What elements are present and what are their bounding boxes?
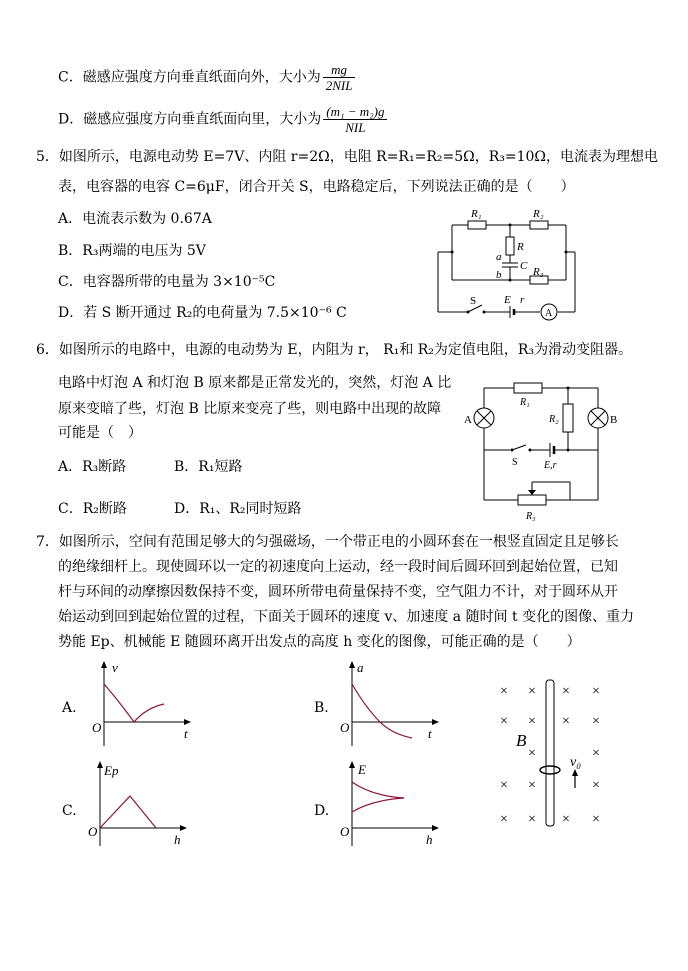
y-label: E: [358, 762, 366, 777]
graph-d-label: D.: [314, 803, 330, 819]
q5-circuit-diagram: [430, 200, 580, 328]
q7-stem-line5: 势能 Ep、机械能 E 随圆环离开出发点的高度 h 变化的图像，可能正确的是（ ）: [58, 634, 581, 650]
label-b: b: [496, 269, 502, 281]
graph-c-label: C.: [62, 803, 77, 819]
field-cross: ×: [528, 778, 536, 793]
resistor-r3: [518, 495, 546, 505]
switch-s: [512, 445, 526, 450]
field-cross: ×: [592, 746, 600, 761]
field-cross: ×: [562, 684, 570, 699]
resistor-r1: [514, 383, 542, 393]
resistor-r: [506, 237, 514, 255]
label-internal-r: r: [520, 294, 525, 306]
resistor-r1: [468, 221, 486, 229]
slider-arrow: [528, 490, 536, 495]
field-cross: ×: [528, 684, 536, 699]
label-v0: v₀: [570, 755, 582, 770]
field-cross: ×: [562, 714, 570, 729]
resistor-r2: [563, 404, 573, 432]
label-c: C: [520, 260, 528, 272]
label-lamp-a: A: [464, 414, 472, 426]
q5-option-c: C．电容器所带的电量为 3×10⁻⁵C: [58, 274, 276, 290]
field-cross: ×: [528, 746, 536, 761]
origin-label: O: [88, 824, 98, 839]
velocity-arrow: [572, 769, 578, 776]
fraction: $\frac{mg}{\text{2NIL}}$: [323, 62, 356, 93]
q6-circuit-diagram: [462, 378, 622, 526]
label-r2: R₂: [549, 414, 559, 425]
q5-option-d: D．若 S 断开通过 R₂的电荷量为 7.5×10⁻⁶ C: [58, 305, 347, 321]
y-label: v: [112, 660, 118, 675]
label-b: B: [516, 731, 527, 750]
resistor-r2: [530, 221, 548, 229]
label-s: S: [470, 295, 477, 307]
label-r2: R₂: [533, 208, 544, 220]
curve-ep: [100, 796, 156, 828]
q6-option-b: B．R₁短路: [174, 459, 243, 475]
q6-stem-line3: 原来变暗了些，灯泡 B 比原来变亮了些，则电路中出现的故障: [58, 401, 442, 417]
label-r: R: [517, 241, 524, 253]
label-r3: R₃: [533, 266, 544, 278]
field-cross: ×: [592, 778, 600, 793]
q5-stem-line2: 表，电容器的电容 C=6μF，闭合开关 S，电路稳定后，下列说法正确的是（ ）: [58, 179, 575, 195]
label-r1: R₁: [520, 397, 530, 408]
q7-stem-line3: 杆与环间的动摩擦因数保持不变，圆环所带电荷量保持不变，空气阻力不计，对于圆环从开: [58, 584, 618, 600]
x-label: h: [174, 832, 181, 847]
label-e: E: [504, 294, 511, 306]
q7-magnetic-field-diagram: [490, 676, 620, 832]
x-label: t: [184, 726, 188, 741]
graph-a-velocity-time: [86, 660, 196, 752]
q6-option-d: D．R₁、R₂同时短路: [174, 501, 302, 517]
field-cross: ×: [592, 714, 600, 729]
graph-b-acceleration-time: [338, 660, 448, 752]
label-a: a: [496, 251, 502, 263]
label-r3: R₃: [526, 511, 536, 522]
q4-option-c: C．磁感应强度方向垂直纸面向外，大小为 $\frac{mg}{\text{2NIL}}$: [58, 62, 355, 93]
field-cross: ×: [528, 714, 536, 729]
q4-option-d: D．磁感应强度方向垂直纸面向里，大小为 $\frac{\text{(m₁ − m₂)g}}{\text{NIL}}$: [58, 104, 387, 135]
field-cross: ×: [500, 778, 508, 793]
origin-label: O: [340, 824, 350, 839]
x-label: t: [428, 726, 432, 741]
curve-e-upper: [352, 782, 404, 798]
q7-stem-line1: 7．如图所示，空间有范围足够大的匀强磁场，一个带正电的小圆环套在一根竖直固定且足够长: [36, 534, 619, 550]
label-er: E,r: [544, 460, 557, 471]
label-lamp-b: B: [610, 414, 618, 426]
label-ammeter: A: [545, 308, 553, 319]
y-label: Ep: [104, 763, 119, 778]
q6-stem-line1: 6．如图所示的电路中，电源的电动势为 E，内阻为 r， R₁和 R₂为定值电阻，R₃为滑动变阻器。: [36, 342, 633, 358]
q6-stem-line4: 可能是（ ）: [58, 425, 142, 441]
field-cross: ×: [562, 812, 570, 827]
field-cross: ×: [500, 684, 508, 699]
q7-stem-line2: 的绝缘细杆上。现使圆环以一定的初速度向上运动，经一段时间后圆环回到起始位置，已知: [58, 559, 618, 575]
q5-stem-line1: 5．如图所示，电源电动势 E=7V、内阻 r=2Ω，电阻 R=R₁=R₂=5Ω，R₃=10Ω，电流表为理想电: [36, 149, 659, 165]
label-s: S: [512, 457, 518, 468]
graph-d-mechanical-energy-height: [338, 760, 448, 852]
field-cross: ×: [528, 812, 536, 827]
q6-option-c: C．R₂断路: [58, 501, 127, 517]
origin-label: O: [340, 720, 350, 735]
field-cross: ×: [500, 714, 508, 729]
field-cross: ×: [592, 812, 600, 827]
q7-stem-line4: 始运动到回到起始位置的过程，下面关于圆环的速度 v、加速度 a 随时间 t 变化的图像、重力: [58, 609, 635, 625]
q6-stem-line2: 电路中灯泡 A 和灯泡 B 原来都是正常发光的，突然，灯泡 A 比: [58, 375, 452, 391]
fraction: $\frac{\text{(m₁ − m₂)g}}{\text{NIL}}$: [323, 104, 387, 135]
graph-b-label: B.: [314, 700, 329, 716]
curve-v: [104, 684, 164, 722]
x-label: h: [426, 832, 433, 847]
curve-e-lower: [352, 798, 404, 812]
curve-a: [352, 684, 412, 738]
graph-c-potential-energy-height: [86, 760, 196, 852]
field-cross: ×: [500, 812, 508, 827]
q5-option-b: B．R₃两端的电压为 5V: [58, 243, 206, 259]
y-label: a: [357, 660, 364, 675]
origin-label: O: [92, 720, 102, 735]
field-cross: ×: [592, 684, 600, 699]
label-r1: R₁: [471, 208, 482, 220]
q6-option-a: A．R₃断路: [58, 459, 127, 475]
q5-option-a: A．电流表示数为 0.67A: [58, 211, 212, 227]
graph-a-label: A.: [62, 700, 77, 716]
insulated-rod: [546, 680, 554, 826]
